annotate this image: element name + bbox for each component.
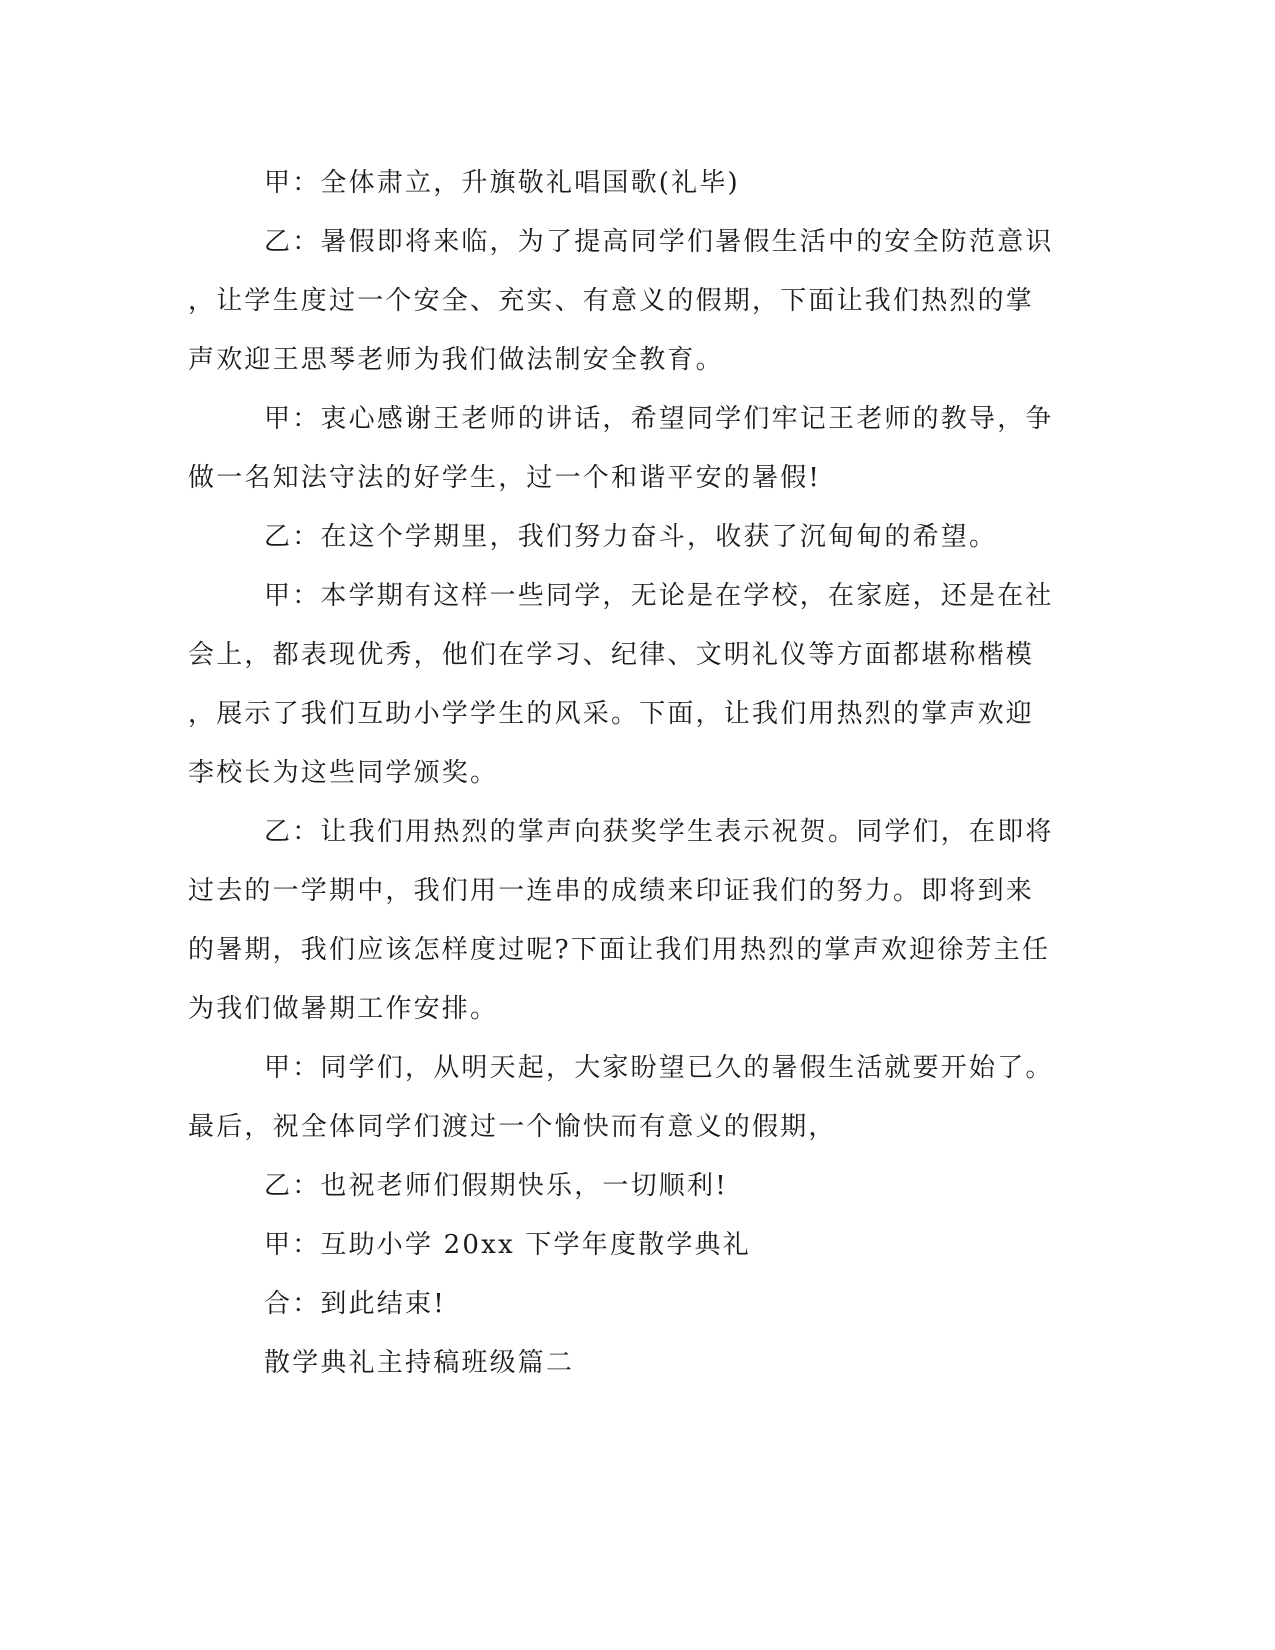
text-line: 声欢迎王思琴老师为我们做法制安全教育。 [188, 345, 724, 375]
text-line: 甲：衷心感谢王老师的讲话，希望同学们牢记王老师的教导，争 [264, 404, 1054, 434]
text-line: 李校长为这些同学颁奖。 [188, 758, 499, 788]
text-line: ，展示了我们互助小学学生的风采。下面，让我们用热烈的掌声欢迎 [188, 699, 1035, 729]
text-line: 甲：全体肃立，升旗敬礼唱国歌(礼毕) [264, 168, 740, 198]
text-line: 甲：同学们，从明天起，大家盼望已久的暑假生活就要开始了。 [264, 1053, 1054, 1083]
text-line: 甲：本学期有这样一些同学，无论是在学校，在家庭，还是在社 [264, 581, 1054, 611]
text-line: 做一名知法守法的好学生，过一个和谐平安的暑假! [188, 463, 822, 493]
text-line: 乙：让我们用热烈的掌声向获奖学生表示祝贺。同学们，在即将 [264, 817, 1054, 847]
text-line: 甲：互助小学 20xx 下学年度散学典礼 [264, 1230, 751, 1260]
text-line: ，让学生度过一个安全、充实、有意义的假期，下面让我们热烈的掌 [188, 286, 1035, 316]
text-line: 最后，祝全体同学们渡过一个愉快而有意义的假期， [188, 1112, 837, 1142]
section-heading: 散学典礼主持稿班级篇二 [264, 1348, 575, 1378]
text-line: 乙：暑假即将来临，为了提高同学们暑假生活中的安全防范意识 [264, 227, 1054, 257]
text-line: 乙：在这个学期里，我们努力奋斗，收获了沉甸甸的希望。 [264, 522, 998, 552]
text-line: 的暑期，我们应该怎样度过呢?下面让我们用热烈的掌声欢迎徐芳主任 [188, 935, 1051, 965]
text-line: 会上，都表现优秀，他们在学习、纪律、文明礼仪等方面都堪称楷模 [188, 640, 1035, 670]
text-line: 过去的一学期中，我们用一连串的成绩来印证我们的努力。即将到来 [188, 876, 1035, 906]
text-line: 乙：也祝老师们假期快乐，一切顺利! [264, 1171, 728, 1201]
text-line: 为我们做暑期工作安排。 [188, 994, 499, 1024]
text-line: 合：到此结束! [264, 1289, 446, 1319]
